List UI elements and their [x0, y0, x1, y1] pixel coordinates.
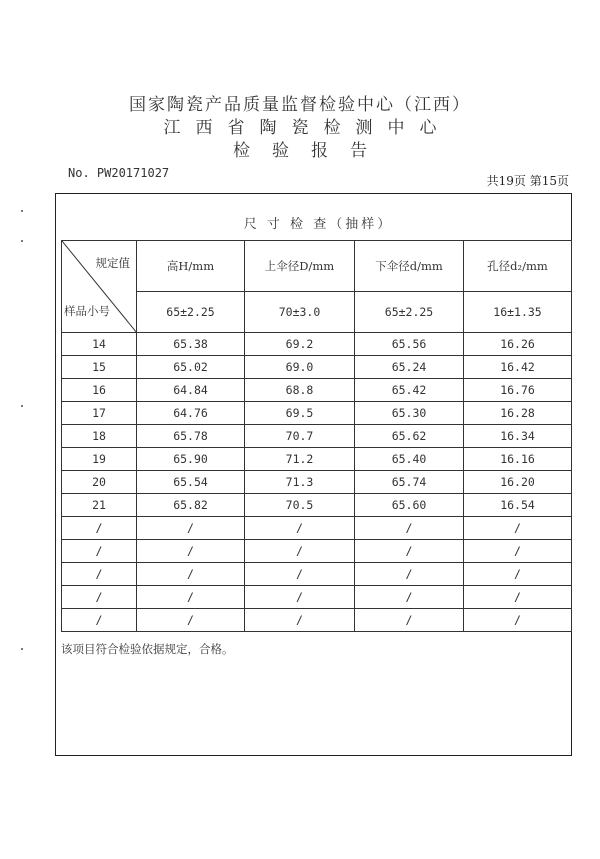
column-header: 上伞径D/mm [245, 241, 355, 292]
value-cell: / [245, 517, 355, 540]
sample-number-cell: 20 [62, 471, 137, 494]
sample-number-cell: / [62, 586, 137, 609]
margin-mark [21, 210, 23, 212]
corner-label-sample: 样品小号 [64, 304, 110, 318]
table-row [62, 563, 572, 586]
value-cell: / [137, 517, 245, 540]
spec-cell: 65±2.25 [137, 292, 245, 333]
value-cell: / [137, 540, 245, 563]
value-cell: / [245, 540, 355, 563]
value-cell: 71.3 [245, 471, 355, 494]
report-title: 检验报告 [233, 141, 389, 161]
value-cell: 16.76 [464, 379, 572, 402]
value-cell: 65.38 [137, 333, 245, 356]
sample-number-cell: 15 [62, 356, 137, 379]
value-cell: 65.40 [355, 448, 464, 471]
value-cell: 65.60 [355, 494, 464, 517]
spec-cell: 65±2.25 [355, 292, 464, 333]
value-cell: 16.16 [464, 448, 572, 471]
value-cell: 70.5 [245, 494, 355, 517]
sample-number-cell: 21 [62, 494, 137, 517]
value-cell: 69.2 [245, 333, 355, 356]
table-header-row [62, 241, 572, 292]
value-cell: 16.34 [464, 425, 572, 448]
value-cell: 65.62 [355, 425, 464, 448]
table-row [62, 471, 572, 494]
table-row [62, 609, 572, 632]
table-row [62, 586, 572, 609]
value-cell: / [245, 609, 355, 632]
value-cell: / [464, 563, 572, 586]
value-cell: / [355, 540, 464, 563]
value-cell: / [355, 563, 464, 586]
column-header: 下伞径d/mm [355, 241, 464, 292]
margin-mark [21, 240, 23, 242]
value-cell: / [137, 563, 245, 586]
value-cell: 65.90 [137, 448, 245, 471]
value-cell: 71.2 [245, 448, 355, 471]
table-row [62, 402, 572, 425]
value-cell: / [464, 517, 572, 540]
sample-number-cell: / [62, 609, 137, 632]
value-cell: / [245, 586, 355, 609]
margin-mark [21, 405, 23, 407]
table-row [62, 494, 572, 517]
value-cell: / [355, 586, 464, 609]
sample-number-cell: / [62, 517, 137, 540]
value-cell: 16.26 [464, 333, 572, 356]
center-name: 国家陶瓷产品质量监督检验中心（江西） [129, 95, 471, 115]
value-cell: / [137, 609, 245, 632]
column-header: 孔径d₂/mm [464, 241, 572, 292]
corner-cell [62, 241, 137, 333]
sample-number-cell: / [62, 563, 137, 586]
spec-cell: 16±1.35 [464, 292, 572, 333]
center-subname: 江西省陶瓷检测中心 [163, 118, 452, 138]
value-cell: / [245, 563, 355, 586]
value-cell: 65.30 [355, 402, 464, 425]
value-cell: 16.20 [464, 471, 572, 494]
value-cell: 68.8 [245, 379, 355, 402]
value-cell: 16.42 [464, 356, 572, 379]
corner-label-spec: 规定值 [95, 256, 130, 270]
value-cell: 65.56 [355, 333, 464, 356]
value-cell: 65.54 [137, 471, 245, 494]
spec-row [62, 292, 572, 333]
value-cell: / [355, 517, 464, 540]
value-cell: 69.0 [245, 356, 355, 379]
page-counter: 共19页 第15页 [486, 174, 569, 188]
spec-cell: 70±3.0 [245, 292, 355, 333]
value-cell: / [355, 609, 464, 632]
table-row [62, 448, 572, 471]
sample-number-cell: 18 [62, 425, 137, 448]
value-cell: 69.5 [245, 402, 355, 425]
value-cell: / [464, 586, 572, 609]
document-number: No. PW20171027 [68, 166, 170, 180]
sample-number-cell: 19 [62, 448, 137, 471]
table-row [62, 517, 572, 540]
value-cell: 16.28 [464, 402, 572, 425]
value-cell: 65.42 [355, 379, 464, 402]
table-row [62, 356, 572, 379]
value-cell: 65.24 [355, 356, 464, 379]
value-cell: 65.78 [137, 425, 245, 448]
value-cell: 70.7 [245, 425, 355, 448]
table-row [62, 425, 572, 448]
sample-number-cell: 17 [62, 402, 137, 425]
value-cell: / [137, 586, 245, 609]
measurement-table [61, 240, 572, 632]
conclusion-text: 该项目符合检验依据规定，合格。 [61, 642, 234, 656]
sample-number-cell: / [62, 540, 137, 563]
section-title: 尺 寸 检 查（抽样） [243, 217, 394, 232]
sample-number-cell: 14 [62, 333, 137, 356]
value-cell: 65.82 [137, 494, 245, 517]
table-row [62, 379, 572, 402]
value-cell: 64.84 [137, 379, 245, 402]
value-cell: 64.76 [137, 402, 245, 425]
column-header: 高H/mm [137, 241, 245, 292]
value-cell: / [464, 540, 572, 563]
value-cell: / [464, 609, 572, 632]
table-row [62, 333, 572, 356]
sample-number-cell: 16 [62, 379, 137, 402]
value-cell: 65.74 [355, 471, 464, 494]
margin-mark [21, 648, 23, 650]
value-cell: 65.02 [137, 356, 245, 379]
value-cell: 16.54 [464, 494, 572, 517]
table-row [62, 540, 572, 563]
